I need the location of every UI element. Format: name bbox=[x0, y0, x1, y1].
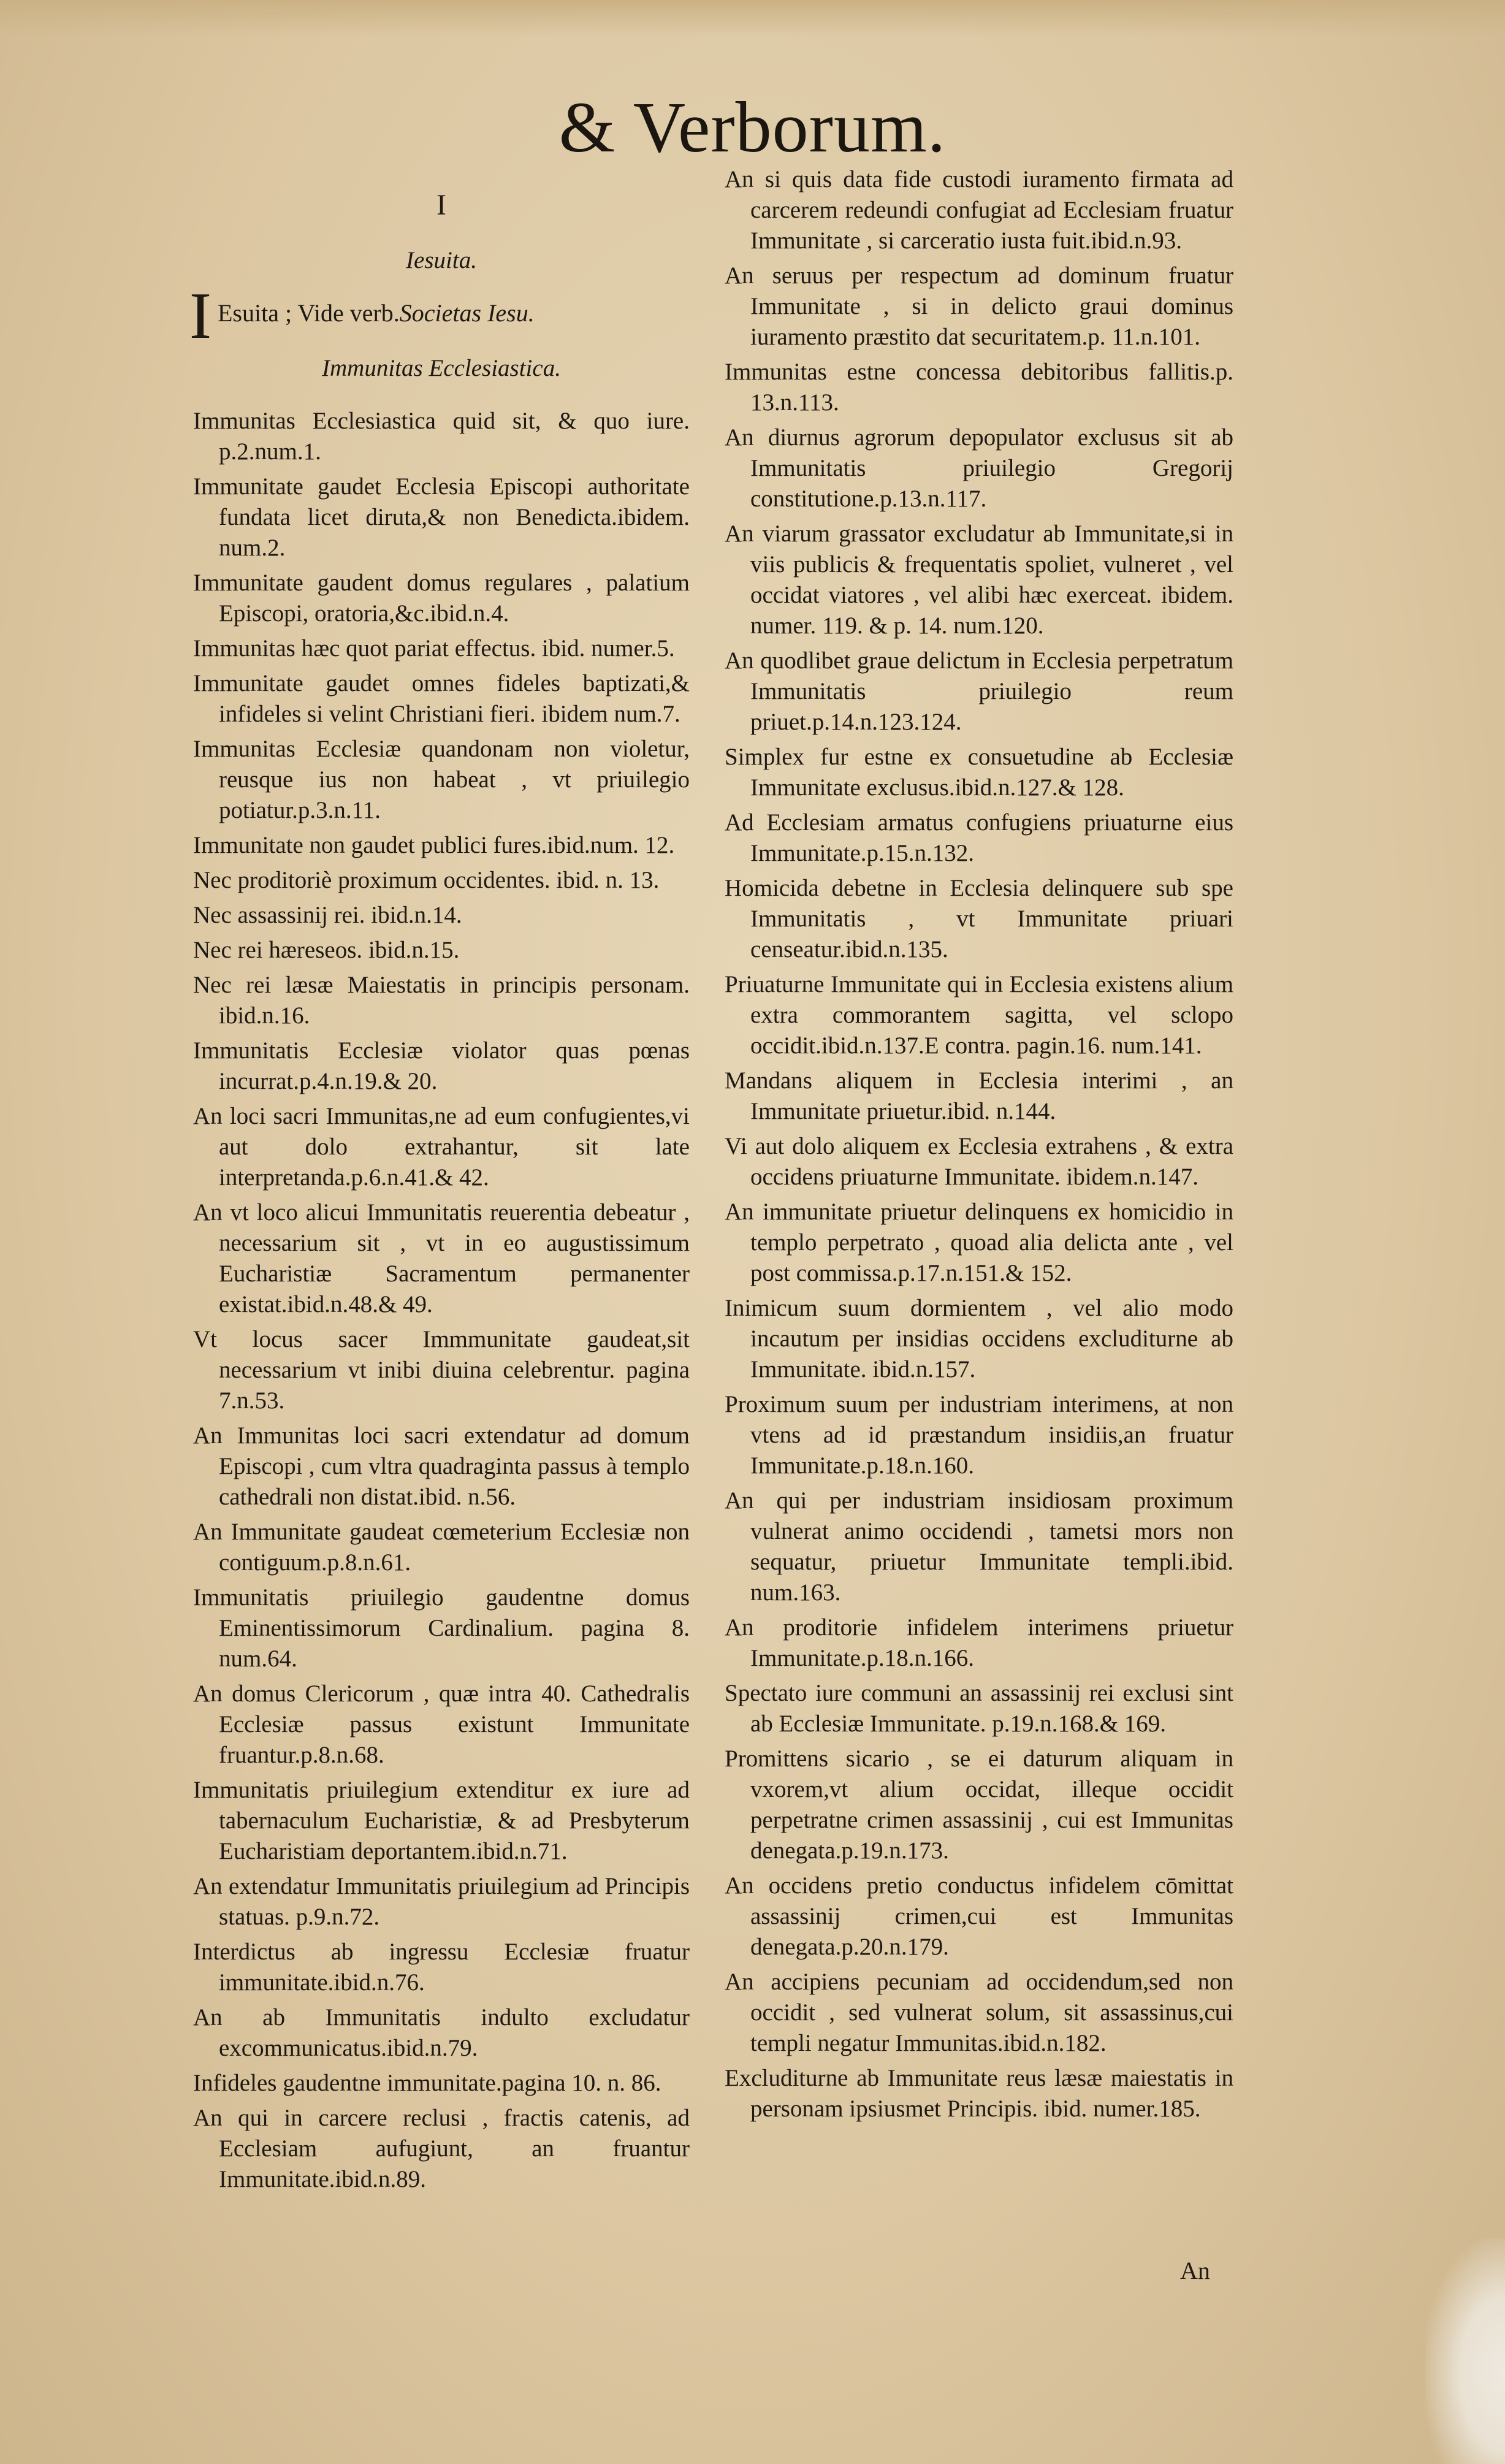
index-entry: Vt locus sacer Immmunitate gaudeat,sit necessarium vt inibi diuina celebrentur. pagina 7.n.53. bbox=[193, 1326, 690, 1414]
section-letter: I bbox=[436, 189, 446, 221]
dropcap-entry bbox=[189, 280, 690, 353]
index-entry: Immunitate gaudet Ecclesia Episcopi authoritate fundata licet diruta,& non Benedicta.ibidem. num.2. bbox=[193, 473, 690, 561]
index-entry: Immunitate gaudet omnes fideles baptizati,& infideles si velint Christiani fieri. ibidem num.7. bbox=[193, 670, 690, 727]
subheading-immunitas: Immunitas Ecclesiastica. bbox=[322, 355, 561, 381]
index-entry: An Immunitas loci sacri extendatur ad domum Episcopi , cum vltra quadraginta passus à templo cathedrali non distat.ibid. n.56. bbox=[193, 1422, 690, 1510]
index-entry: Interdictus ab ingressu Ecclesiæ fruatur immunitate.ibid.n.76. bbox=[193, 1939, 690, 1996]
index-entry: Priuaturne Immunitate qui in Ecclesia existens alium extra commorantem sagitta, vel sclopo occidit.ibid.n.137.E contra. pagin.16. num.141. bbox=[725, 971, 1233, 1059]
index-entry: An diurnus agrorum depopulator exclusus sit ab Immunitatis priuilegio Gregorij constitutione.p.13.n.117. bbox=[725, 424, 1233, 512]
index-entry: Nec assassinij rei. ibid.n.14. bbox=[193, 902, 462, 928]
index-entry: Immunitate non gaudet publici fures.ibid.num. 12. bbox=[193, 832, 675, 858]
index-entry: Promittens sicario , se ei daturum aliquam in vxorem,vt alium occidat, illeque occidit perpetratne crimen assassinij , cui est Immunitas denegata.p.19.n.173. bbox=[725, 1745, 1233, 1864]
index-entry: Homicida debetne in Ecclesia delinquere sub spe Immunitatis , vt Immunitate priuari censeatur.ibid.n.135. bbox=[725, 875, 1233, 963]
left-column bbox=[189, 166, 690, 2199]
index-entry: Vi aut dolo aliquem ex Ecclesia extrahens , & extra occidens priuaturne Immunitate. ibidem.n.147. bbox=[725, 1133, 1233, 1190]
index-entry: Immunitas Ecclesiæ quandonam non violetur, reusque ius non habeat , vt priuilegio potiatur.p.3.n.11. bbox=[193, 736, 690, 823]
index-entry: An loci sacri Immunitas,ne ad eum confugientes,vi aut dolo extrahantur, sit late interpretanda.p.6.n.41.& 42. bbox=[193, 1103, 690, 1191]
index-entry: An viarum grassator excludatur ab Immunitate,si in viis publicis & frequentatis spoliet, vulneret , vel occidat viatores , vel alibi hæc exerceat. ibidem. numer. 119. & p. 14. num.120. bbox=[725, 521, 1233, 639]
index-entry: Immunitas estne concessa debitoribus fallitis.p. 13.n.113. bbox=[725, 359, 1233, 416]
index-entry: Nec rei hæreseos. ibid.n.15. bbox=[193, 937, 460, 963]
index-entry: Immunitas hæc quot pariat effectus. ibid. numer.5. bbox=[193, 635, 675, 662]
page-corner-damage bbox=[1425, 2238, 1505, 2464]
index-entry: An extendatur Immunitatis priuilegium ad Principis statuas. p.9.n.72. bbox=[193, 1873, 690, 1930]
index-entry: An qui per industriam insidiosam proximum vulnerat animo occidendi , tametsi mors non sequatur, priuetur Immunitate templi.ibid. num.163. bbox=[725, 1487, 1233, 1606]
index-entry: An immunitate priuetur delinquens ex homicidio in templo perpetrato , quoad alia delicta ante , vel post commissa.p.17.n.151.& 152. bbox=[725, 1199, 1233, 1286]
index-entry: An ab Immunitatis indulto excludatur excommunicatus.ibid.n.79. bbox=[193, 2004, 690, 2061]
index-entry: Ad Ecclesiam armatus confugiens priuaturne eius Immunitate.p.15.n.132. bbox=[725, 809, 1233, 866]
page-edge-shading bbox=[0, 0, 1505, 37]
drop-cap: I bbox=[189, 280, 211, 353]
subheading-iesuita: Iesuita. bbox=[406, 247, 477, 273]
index-entry: Simplex fur estne ex consuetudine ab Ecclesiæ Immunitate exclusus.ibid.n.127.& 128. bbox=[725, 744, 1233, 801]
index-entry: Nec rei læsæ Maiestatis in principis personam. ibid.n.16. bbox=[193, 972, 690, 1029]
index-entry: Immunitatis priuilegio gaudentne domus Eminentissimorum Cardinalium. pagina 8. num.64. bbox=[193, 1584, 690, 1672]
dropcap-text: Esuita ; Vide verb. bbox=[218, 299, 400, 327]
index-entry: An vt loco alicui Immunitatis reuerentia debeatur , necessarium sit , vt in eo augustissimum Eucharistiæ Sacramentum permanenter existat.ibid.n.48.& 49. bbox=[193, 1199, 690, 1318]
index-entry: Infideles gaudentne immunitate.pagina 10. n. 86. bbox=[193, 2070, 661, 2096]
index-entry: Excluditurne ab Immunitate reus læsæ maiestatis in personam ipsiusmet Principis. ibid. numer.185. bbox=[725, 2065, 1233, 2122]
index-entry: Immunitate gaudent domus regulares , palatium Episcopi, oratoria,&c.ibid.n.4. bbox=[193, 570, 690, 627]
index-entry: An domus Clericorum , quæ intra 40. Cathedralis Ecclesiæ passus existunt Immunitate fruantur.p.8.n.68. bbox=[193, 1680, 690, 1768]
index-entry: An seruus per respectum ad dominum fruatur Immunitate , si in delicto graui dominus iuramento præstito dat securitatem.p. 11.n.101. bbox=[725, 262, 1233, 350]
catchword: An bbox=[1180, 2257, 1210, 2284]
index-entry: Inimicum suum dormientem , vel alio modo incautum per insidias occidens excluditurne ab Immunitate. ibid.n.157. bbox=[725, 1295, 1233, 1383]
index-entry: An qui in carcere reclusi , fractis catenis, ad Ecclesiam aufugiunt, an fruantur Immunitate.ibid.n.89. bbox=[193, 2105, 690, 2192]
index-entry: Mandans aliquem in Ecclesia interimi , an Immunitate priuetur.ibid. n.144. bbox=[725, 1067, 1233, 1124]
index-entry: An si quis data fide custodi iuramento firmata ad carcerem redeundi confugiat ad Ecclesiam fruatur Immunitate , si carceratio iusta fuit.ibid.n.93. bbox=[725, 166, 1233, 254]
left-entry-list bbox=[193, 406, 690, 2195]
index-entry: An Immunitate gaudeat cœmeterium Ecclesiæ non contiguum.p.8.n.61. bbox=[193, 1519, 690, 1576]
index-entry: An occidens pretio conductus infidelem cōmittat assassinij crimen,cui est Immunitas denegata.p.20.n.179. bbox=[725, 1872, 1233, 1960]
dropcap-reference: Societas Iesu. bbox=[399, 299, 535, 327]
index-entry: An accipiens pecuniam ad occidendum,sed non occidit , sed vulnerat solum, sit assassinus,cui templi negatur Immunitas.ibid.n.182. bbox=[725, 1969, 1233, 2056]
index-entry: Spectato iure communi an assassinij rei exclusi sint ab Ecclesiæ Immunitate. p.19.n.168.& 169. bbox=[725, 1680, 1233, 1737]
index-entry: Proximum suum per industriam interimens, at non vtens ad id præstandum insidiis,an fruatur Immunitate.p.18.n.160. bbox=[725, 1391, 1233, 1479]
right-entry-list bbox=[725, 164, 1233, 2124]
index-entry: Immunitatis Ecclesiæ violator quas pœnas incurrat.p.4.n.19.& 20. bbox=[193, 1037, 690, 1094]
index-entry: An quodlibet graue delictum in Ecclesia perpetratum Immunitatis priuilegio reum priuet.p.14.n.123.124. bbox=[725, 647, 1233, 735]
index-entry: Nec proditoriè proximum occidentes. ibid. n. 13. bbox=[193, 867, 660, 893]
index-entry: Immunitas Ecclesiastica quid sit, & quo iure. p.2.num.1. bbox=[193, 408, 690, 465]
index-entry: Immunitatis priuilegium extenditur ex iure ad tabernaculum Eucharistiæ, & ad Presbyterum Eucharistiam deportantem.ibid.n.71. bbox=[193, 1777, 690, 1864]
right-column bbox=[725, 164, 1233, 2129]
index-entry: An proditorie infidelem interimens priuetur Immunitate.p.18.n.166. bbox=[725, 1614, 1233, 1671]
page-title: & Verborum. bbox=[558, 87, 947, 167]
